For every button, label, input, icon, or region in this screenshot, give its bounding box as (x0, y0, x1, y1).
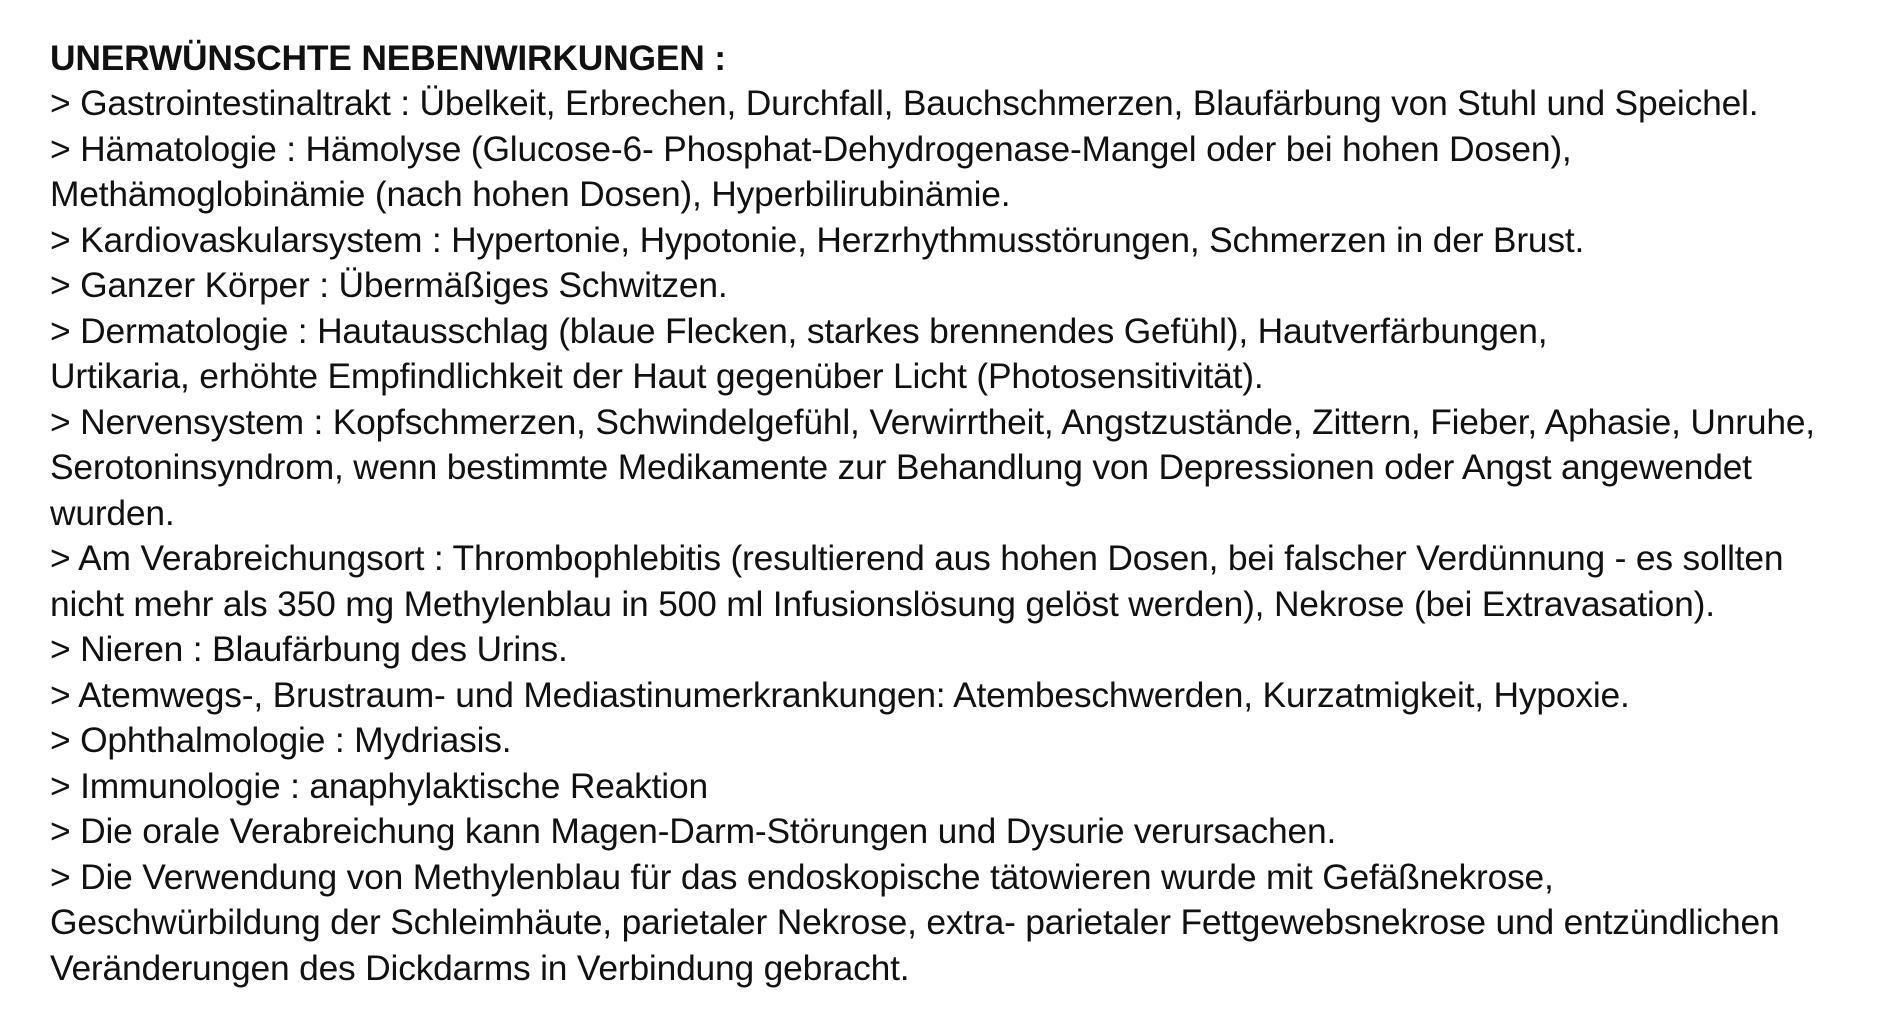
text-line-endoskopisch: > Die Verwendung von Methylenblau für das endoskopische tätowieren wurde mit Gefäßnekrose, (50, 856, 1554, 897)
text-line-verabreichungsort-cont: nicht mehr als 350 mg Methylenblau in 500 ml Infusionslösung gelöst werden), Nekrose (bei Extravasation). (50, 583, 1715, 624)
text-line-atemwege: > Atemwegs-, Brustraum- und Mediastinumerkrankungen: Atembeschwerden, Kurzatmigkeit, Hypoxie. (50, 674, 1630, 715)
text-line-dermatologie: > Dermatologie : Hautausschlag (blaue Flecken, starkes brennendes Gefühl), Hautverfärbungen, (50, 310, 1548, 351)
text-line-gastrointestinal: > Gastrointestinaltrakt : Übelkeit, Erbrechen, Durchfall, Bauchschmerzen, Blaufärbung von Stuhl und Speichel. (50, 83, 1759, 123)
text-line-haematologie-cont: Methämoglobinämie (nach hohen Dosen), Hyperbilirubinämie. (50, 174, 1011, 214)
text-line-ophthalmologie: > Ophthalmologie : Mydriasis. (50, 720, 512, 760)
text-line-kardiovaskular: > Kardiovaskularsystem : Hypertonie, Hypotonie, Herzrhythmusstörungen, Schmerzen in der Brust. (50, 219, 1585, 260)
text-line-ganzer-koerper: > Ganzer Körper : Übermäßiges Schwitzen. (50, 265, 728, 305)
section-title: UNERWÜNSCHTE NEBENWIRKUNGEN : (50, 38, 726, 78)
text-line-nervensystem-cont2: wurden. (50, 492, 175, 533)
text-line-nervensystem: > Nervensystem : Kopfschmerzen, Schwindelgefühl, Verwirrtheit, Angstzustände, Zittern, Fieber, Aphasie, Unruhe, (50, 401, 1815, 442)
text-line-haematologie: > Hämatologie : Hämolyse (Glucose-6- Phosphat-Dehydrogenase-Mangel oder bei hohen Dosen), (50, 128, 1572, 169)
text-line-orale-verabreichung: > Die orale Verabreichung kann Magen-Darm-Störungen und Dysurie verursachen. (50, 811, 1337, 851)
text-line-endoskopisch-cont2: Veränderungen des Dickdarms in Verbindung gebracht. (50, 947, 910, 988)
document-body (50, 35, 1880, 991)
text-line-dermatologie-cont: Urtikaria, erhöhte Empfindlichkeit der Haut gegenüber Licht (Photosensitivität). (50, 356, 1264, 396)
text-line-nervensystem-cont: Serotoninsyndrom, wenn bestimmte Medikamente zur Behandlung von Depressionen oder Angst angewendet (50, 447, 1752, 487)
text-line-verabreichungsort: > Am Verabreichungsort : Thrombophlebitis (resultierend aus hohen Dosen, bei falscher Verdünnung - es sollten (50, 538, 1784, 578)
text-line-immunologie: > Immunologie : anaphylaktische Reaktion (50, 765, 708, 806)
text-line-nieren: > Nieren : Blaufärbung des Urins. (50, 629, 568, 669)
text-line-endoskopisch-cont: Geschwürbildung der Schleimhäute, parietaler Nekrose, extra- parietaler Fettgewebsnekrose und entzündlichen (50, 902, 1780, 942)
